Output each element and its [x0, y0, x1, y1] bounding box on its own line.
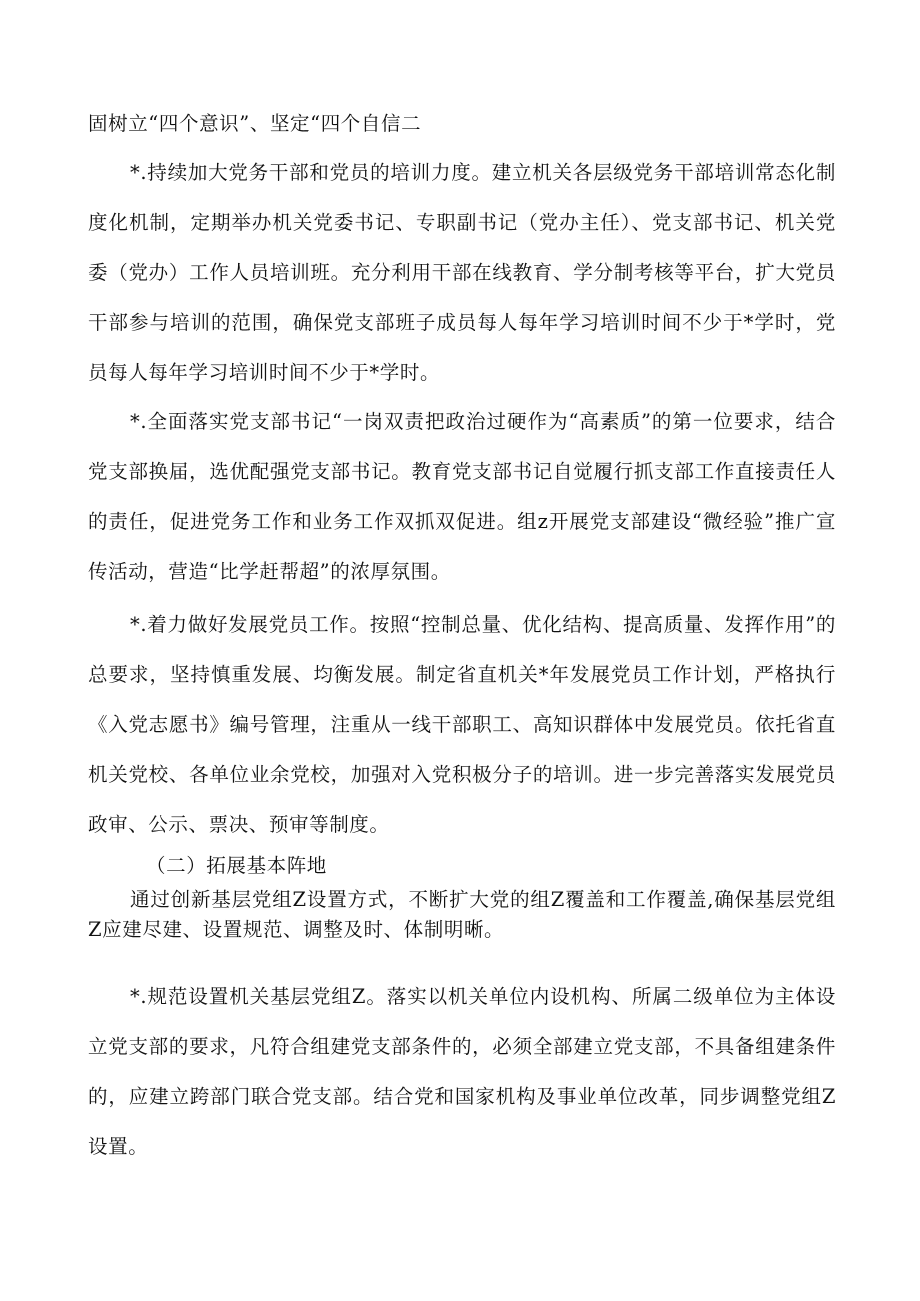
section-intro: 通过创新基层党组Z设置方式，不断扩大党的组Z覆盖和工作覆盖,确保基层党组Z应建尽建、设置规范、调整及时、体制明晰。: [88, 888, 836, 941]
paragraph-member-development: *.着力做好发展党员工作。按照“控制总量、优化结构、提高质量、发挥作用”的总要求，坚持慎重发展、均衡发展。制定省直机关*年发展党员工作计划，严格执行《入党志愿书》编号管理，注重从一线干部职工、高知识群体中发展党员。依托省直机关党校、各单位业余党校，加强对入党积极分子的培训。进一步完善落实发展党员政审、公示、票决、预审等制度。: [88, 613, 836, 836]
paragraph-branch-secretary: *.全面落实党支部书记“一岗双责把政治过硬作为“高素质”的第一位要求，结合党支部换届，选优配强党支部书记。教育党支部书记自觉履行抓支部工作直接责任人的责任，促进党务工作和业务工作双抓双促进。组z开展党支部建设“微经验”推广宣传活动，营造“比学赶帮超”的浓厚氛围。: [88, 410, 836, 583]
paragraph-continuation: 固树立“四个意识”、坚定“四个自信二: [88, 112, 422, 135]
paragraph-organization-setup: *.规范设置机关基层党组Z。落实以机关单位内设机构、所属二级单位为主体设立党支部的要求，凡符合组建党支部条件的，必须全部建立党支部，不具备组建条件的，应建立跨部门联合党支部。结合党和国家机构及事业单位改革，同步调整党组Z设置。: [88, 985, 836, 1158]
paragraph-training: *.持续加大党务干部和党员的培训力度。建立机关各层级党务干部培训常态化制度化机制，定期举办机关党委书记、专职副书记（党办主任）、党支部书记、机关党委（党办）工作人员培训班。充分利用干部在线教育、学分制考核等平台，扩大党员干部参与培训的范围，确保党支部班子成员每人每年学习培训时间不少于*学时，党员每人每年学习培训时间不少于*学时。: [88, 161, 836, 384]
section-heading: （二）拓展基本阵地: [146, 854, 327, 877]
